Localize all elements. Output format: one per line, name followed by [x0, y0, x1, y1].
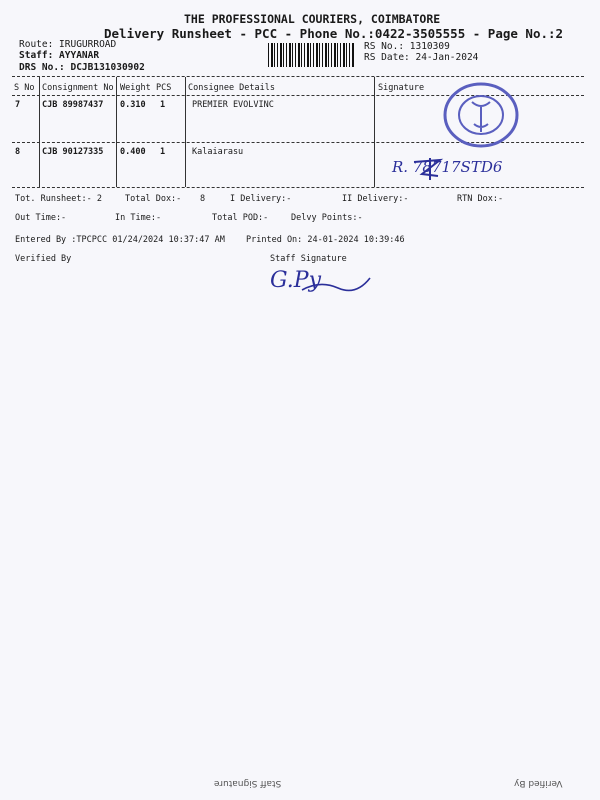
- delvy-points: Delvy Points:-: [291, 213, 363, 223]
- row-pcs: 1: [160, 147, 166, 157]
- staff-label: Staff: AYYANAR: [19, 50, 100, 61]
- header-signature: Signature: [378, 83, 425, 93]
- row-consignment: CJB 89987437: [42, 100, 104, 110]
- i-delivery: I Delivery:-: [230, 194, 292, 204]
- row-consignee: Kalaiarasu: [192, 147, 244, 157]
- table-bottom-rule: [12, 187, 584, 188]
- row-pcs: 1: [160, 100, 166, 110]
- total-dox-value: 8: [200, 194, 206, 204]
- bleed-verified-by: Verified By: [514, 778, 563, 788]
- runsheet-subtitle: Delivery Runsheet - PCC - Phone No.:0422-3505555 - Page No.:2: [104, 26, 564, 41]
- header-weight: Weight: [120, 83, 151, 93]
- row-consignee: PREMIER EVOLVINC: [192, 100, 274, 110]
- company-title: THE PROFESSIONAL COURIERS, COIMBATORE: [184, 12, 441, 26]
- company-stamp: [440, 80, 522, 150]
- row-sno: 8: [15, 147, 21, 157]
- table-top-rule: [12, 76, 584, 77]
- header-sno: S No: [14, 83, 35, 93]
- bleed-staff-signature: Staff Signature: [214, 778, 282, 788]
- rs-number: RS No.: 1310309: [364, 41, 450, 52]
- staff-signature: G.Py: [270, 268, 322, 293]
- scribble-signature-icon: [410, 156, 446, 182]
- staff-signature-label: Staff Signature: [270, 254, 347, 264]
- rs-date: RS Date: 24-Jan-2024: [364, 52, 479, 63]
- entered-by: Entered By :TPCPCC 01/24/2024 10:37:47 AM: [15, 235, 225, 245]
- col-divider: [185, 77, 186, 187]
- header-pcs: PCS: [156, 83, 172, 93]
- row-weight: 0.310: [120, 100, 146, 110]
- header-consignment: Consignment No: [42, 83, 114, 93]
- col-divider: [374, 77, 375, 187]
- tot-runsheet: Tot. Runsheet:- 2: [15, 194, 102, 204]
- route-label: Route: IRUGURROAD: [19, 39, 117, 50]
- in-time: In Time:-: [115, 213, 162, 223]
- header-consignee: Consignee Details: [188, 83, 275, 93]
- ii-delivery: II Delivery:-: [342, 194, 409, 204]
- verified-by: Verified By: [15, 254, 72, 264]
- drs-number: DRS No.: DCJB131030902: [19, 62, 145, 73]
- row-sno: 7: [15, 100, 21, 110]
- out-time: Out Time:-: [15, 213, 67, 223]
- total-pod: Total POD:-: [212, 213, 269, 223]
- row-weight: 0.400: [120, 147, 146, 157]
- row-consignment: CJB 90127335: [42, 147, 104, 157]
- total-dox-label: Total Dox:-: [125, 194, 182, 204]
- rtn-dox: RTN Dox:-: [457, 194, 504, 204]
- signature-flourish-icon: [300, 272, 372, 300]
- barcode: [268, 43, 354, 67]
- row-signature: R. 78717STD6: [392, 158, 503, 176]
- col-divider: [39, 77, 40, 187]
- col-divider: [116, 77, 117, 187]
- printed-on: Printed On: 24-01-2024 10:39:46: [246, 235, 405, 245]
